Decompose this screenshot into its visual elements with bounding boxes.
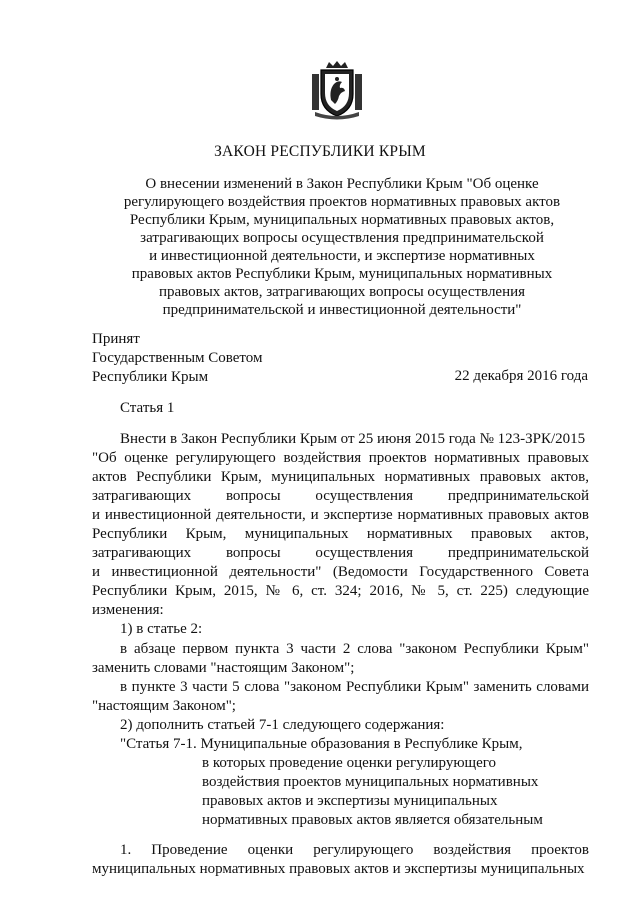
body-line: "настоящим Законом"; bbox=[92, 698, 236, 714]
subtitle-line: правовых актов, затрагивающих вопросы осуществления bbox=[158, 284, 526, 300]
subtitle-line: затрагивающих вопросы осуществления предпринимательской bbox=[140, 230, 544, 246]
body-line: 1. Проведение оценки регулирующего воздействия проектов bbox=[120, 842, 589, 858]
body-line: Республики Крым, 2015, № 6, ст. 324; 2016, № 5, ст. 225) следующие bbox=[92, 583, 589, 599]
body-line: в абзаце первом пункта 3 части 2 слова "законом Республики Крым" bbox=[120, 641, 589, 657]
subtitle-line: О внесении изменений в Закон Республики Крым "Об оценке bbox=[145, 176, 539, 192]
body-line: в пункте 3 части 5 слова "законом Республики Крым" заменить словами bbox=[120, 679, 589, 695]
body-line: актов Республики Крым, муниципальных нормативных правовых актов, bbox=[92, 469, 589, 485]
body-line: воздействия проектов муниципальных нормативных bbox=[202, 774, 539, 790]
body-line: заменить словами "настоящим Законом"; bbox=[92, 660, 355, 676]
body-line: в которых проведение оценки регулирующего bbox=[202, 755, 497, 771]
body-line: и инвестиционной деятельности" (Ведомости Государственного Совета bbox=[92, 564, 589, 580]
body-line: "Об оценке регулирующего воздействия проектов нормативных правовых bbox=[92, 450, 589, 466]
adopted-line: Государственным Советом bbox=[92, 350, 263, 366]
body-line: правовых актов и экспертизы муниципальных bbox=[202, 793, 498, 809]
subtitle-line: Республики Крым, муниципальных нормативных правовых актов, bbox=[129, 212, 555, 228]
subtitle-line: и инвестиционной деятельности, и экспертизе нормативных bbox=[149, 248, 535, 264]
body-line: затрагивающих вопросы осуществления предпринимательской bbox=[92, 545, 589, 561]
adoption-date: 22 декабря 2016 года bbox=[454, 368, 588, 384]
body-line: 2) дополнить статьей 7-1 следующего содержания: bbox=[120, 717, 445, 733]
subtitle-line: правовых актов Республики Крым, муниципальных нормативных bbox=[131, 266, 553, 282]
body-line: "Статья 7-1. Муниципальные образования в Республике Крым, bbox=[120, 736, 523, 752]
body-line: изменения: bbox=[92, 602, 164, 618]
body-line: Внести в Закон Республики Крым от 25 июня 2015 года № 123-ЗРК/2015 bbox=[120, 431, 586, 447]
body-line: 1) в статье 2: bbox=[120, 621, 203, 637]
body-line: затрагивающих вопросы осуществления предпринимательской bbox=[92, 488, 589, 504]
article-heading: Статья 1 bbox=[120, 400, 175, 416]
adopted-line: Республики Крым bbox=[92, 369, 209, 385]
subtitle-line: предпринимательской и инвестиционной деятельности" bbox=[162, 302, 522, 318]
body-line: и инвестиционной деятельности, и экспертизе нормативных правовых актов bbox=[92, 507, 589, 523]
adopted-by-block bbox=[92, 330, 263, 387]
subtitle-line: регулирующего воздействия проектов нормативных правовых актов bbox=[123, 194, 561, 210]
body-line: нормативных правовых актов является обязательным bbox=[202, 812, 543, 828]
body-line: муниципальных нормативных правовых актов и экспертизы муниципальных bbox=[92, 861, 585, 877]
law-subtitle bbox=[92, 175, 592, 319]
adopted-line: Принят bbox=[92, 331, 140, 347]
document-title: ЗАКОН РЕСПУБЛИКИ КРЫМ bbox=[214, 143, 426, 160]
coat-of-arms-emblem bbox=[309, 60, 365, 120]
body-line: Республики Крым, муниципальных нормативных правовых актов, bbox=[92, 526, 589, 542]
